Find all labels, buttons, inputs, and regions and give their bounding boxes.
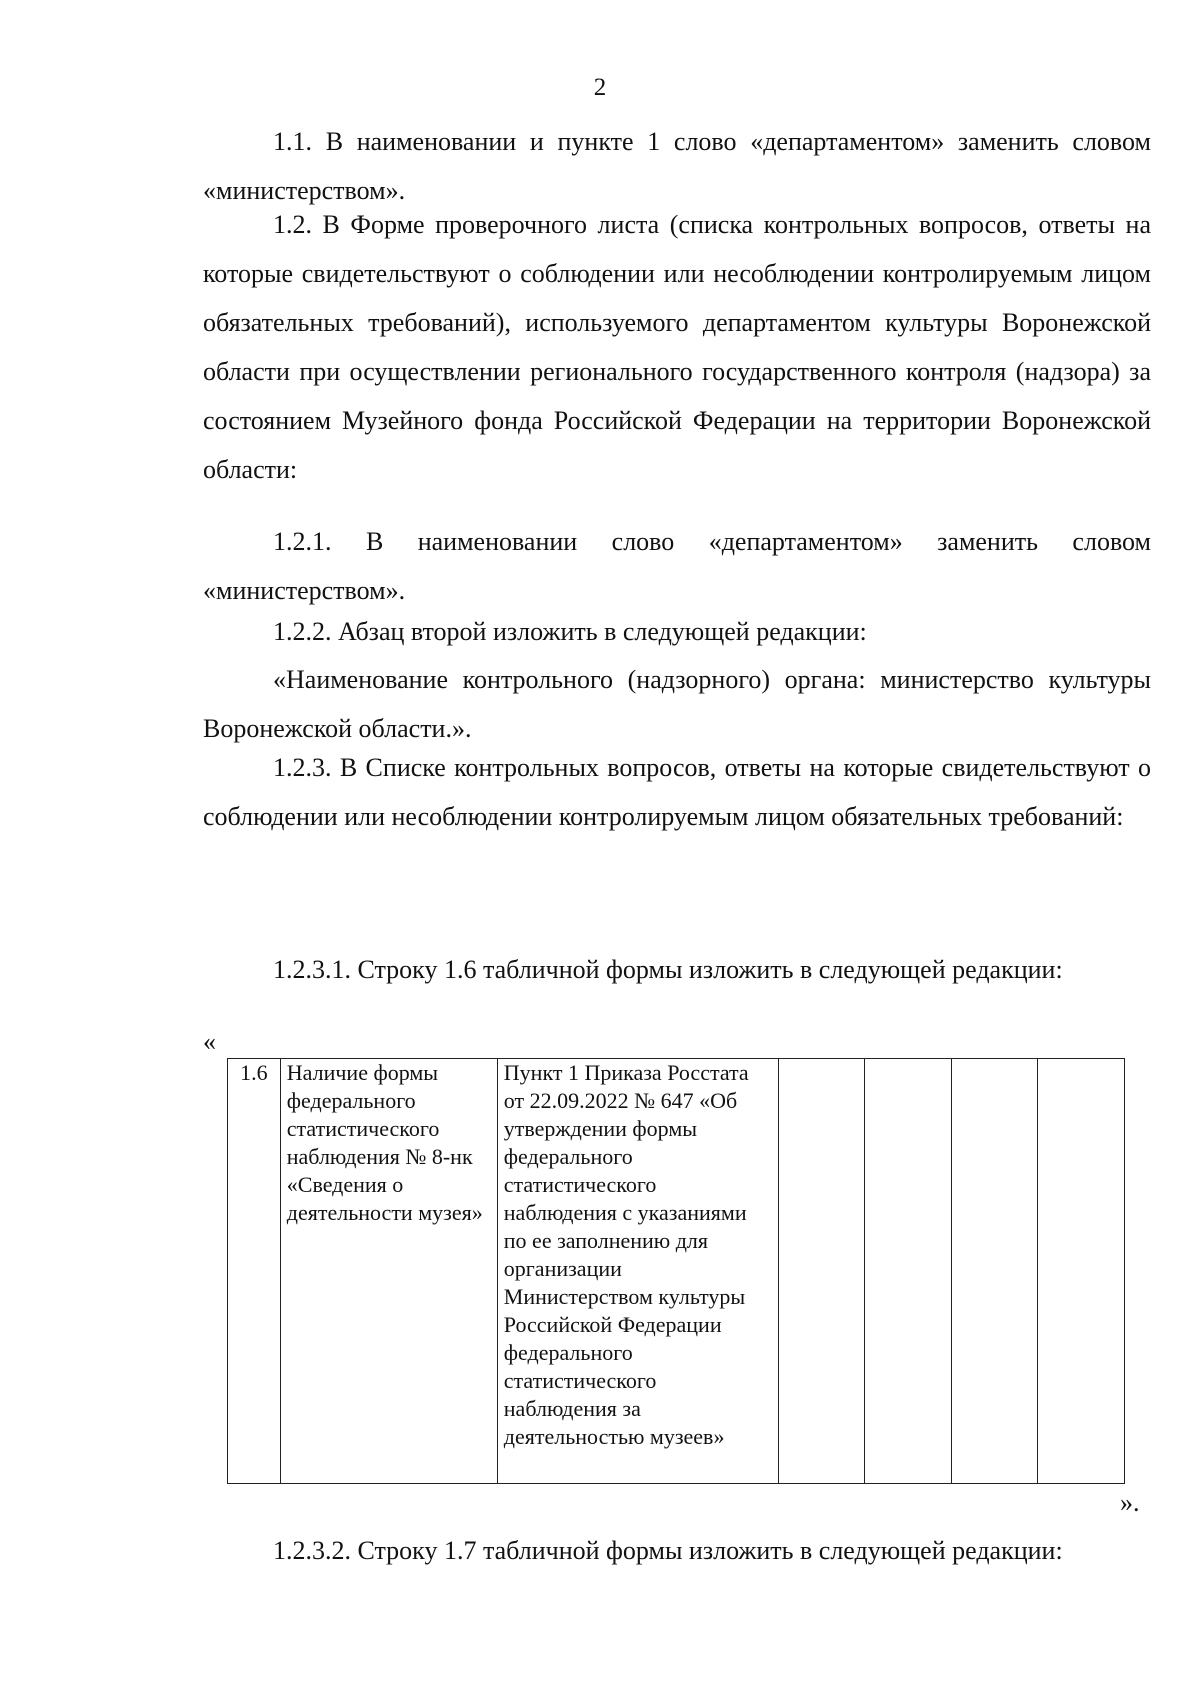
paragraph-quote-organ <box>203 655 1151 753</box>
paragraph-text: 1.2.2. Абзац второй изложить в следующей редакции: <box>273 617 867 646</box>
legal-basis-cell: Пункт 1 Приказа Росстата от 22.09.2022 № 647 «Об утверждении формы федерального статистического наблюдения с указаниями по ее заполнению для организации Министерством культуры Российской Федерации федерального статистического наблюдения за деятельностью музеев» <box>497 1059 778 1484</box>
row-number-cell: 1.6 <box>228 1059 281 1484</box>
quote-close: ». <box>1120 1488 1140 1517</box>
requirement-cell: Наличие формы федерального статистического наблюдения № 8-нк «Сведения о деятельности музея» <box>280 1059 497 1484</box>
paragraph-text: 1.2. В Форме проверочного листа (списка контрольных вопросов, ответы на которые свидетельствуют о соблюдении или несоблюдении контролируемым лицом обязательных требований), используемого департаментом культуры Воронежской области при осуществлении регионального государственного контроля (надзора) за состоянием Музейного фонда Российской Федерации на территории Воронежской области: <box>203 210 1151 484</box>
paragraph-1-2-1 <box>203 517 1151 615</box>
answer-yes-cell <box>778 1059 865 1484</box>
paragraph-1-2-3-1 <box>203 955 1151 985</box>
paragraph-text: «Наименование контрольного (надзорного) органа: министерство культуры Воронежской области.». <box>203 665 1151 743</box>
paragraph-1-2-2 <box>203 607 1151 656</box>
paragraph-text: 1.1. В наименовании и пункте 1 слово «департаментом» заменить словом «министерством». <box>203 127 1151 205</box>
not-applicable-cell <box>951 1059 1038 1484</box>
table-row <box>228 1059 1125 1484</box>
paragraph-1-2-3-2 <box>203 1536 1151 1566</box>
page-number: 2 <box>593 74 607 101</box>
paragraph-1-2 <box>203 200 1151 494</box>
checklist-table <box>227 1058 1125 1484</box>
paragraph-text: 1.2.1. В наименовании слово «департаментом» заменить словом «министерством». <box>203 527 1151 605</box>
quote-open: « <box>203 1027 216 1056</box>
note-cell <box>1038 1059 1125 1484</box>
paragraph-text: 1.2.3.1. Строку 1.6 табличной формы изложить в следующей редакции: <box>273 955 1063 984</box>
paragraph-1-2-3 <box>203 743 1151 841</box>
paragraph-text: 1.2.3. В Списке контрольных вопросов, ответы на которые свидетельствуют о соблюдении или несоблюдении контролируемым лицом обязательных требований: <box>203 753 1151 831</box>
paragraph-text: 1.2.3.2. Строку 1.7 табличной формы изложить в следующей редакции: <box>273 1536 1063 1565</box>
answer-no-cell <box>865 1059 952 1484</box>
